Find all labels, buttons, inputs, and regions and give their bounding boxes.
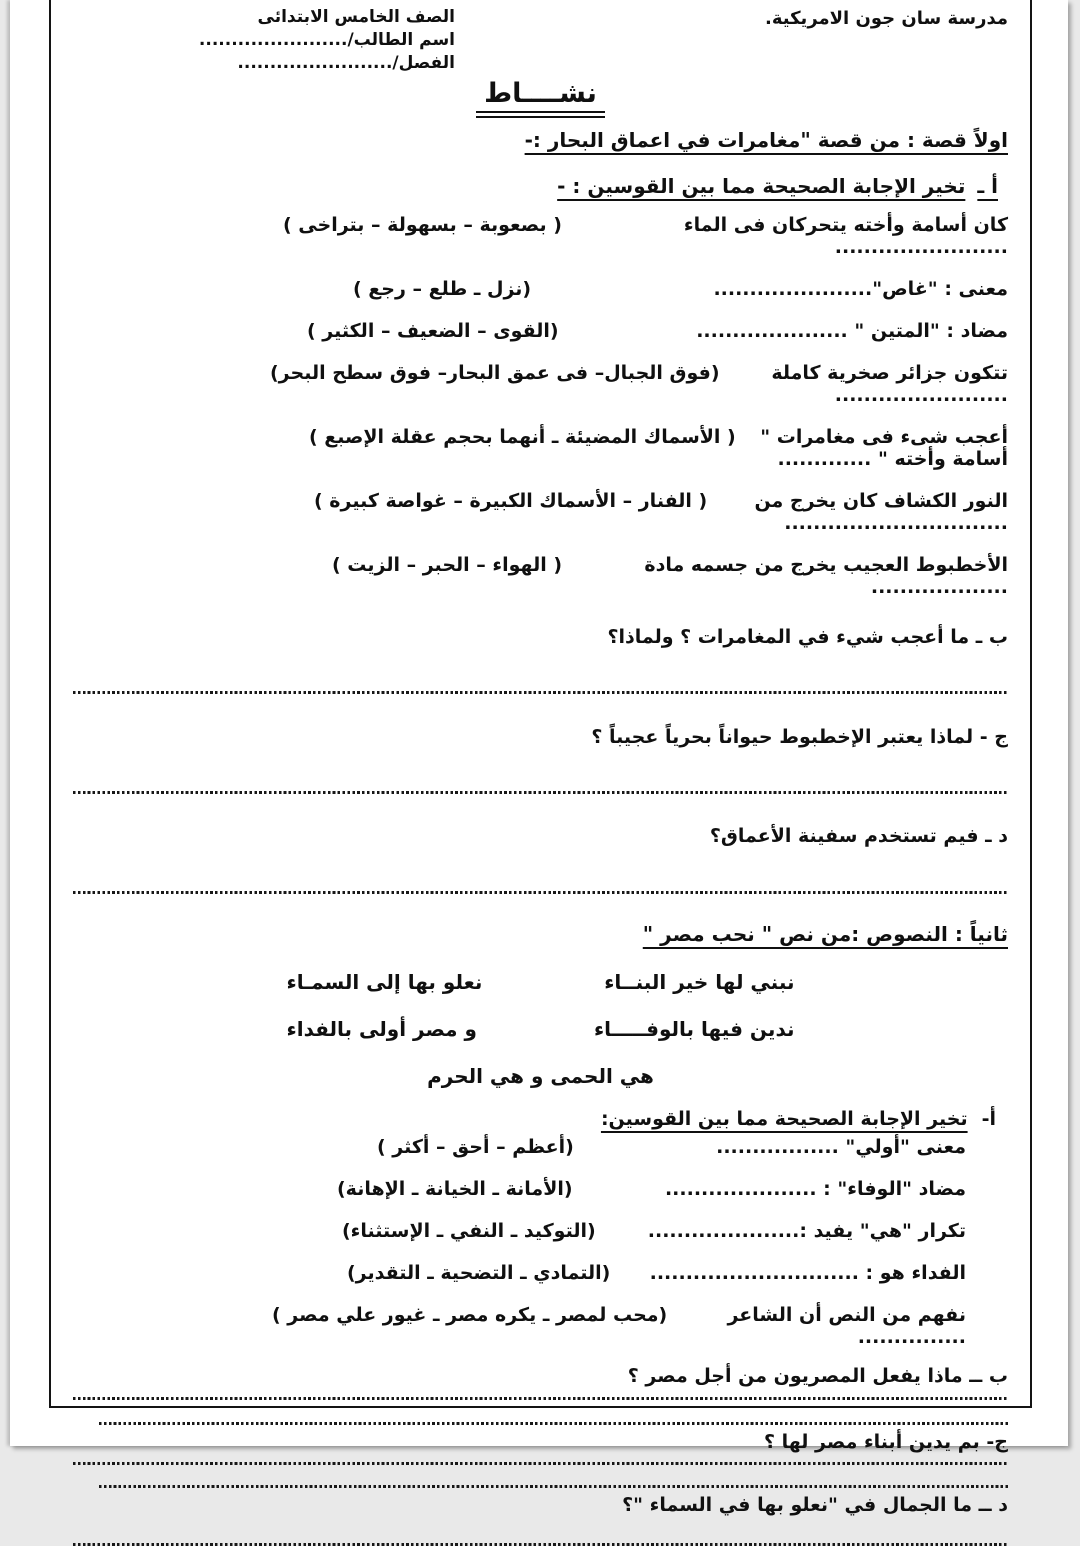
mcq-options: ( الفنار – الأسماك الكبيرة – غواصة كبيرة ) [314, 490, 708, 512]
mcq-row [73, 320, 1008, 342]
mcq-options: (محب لمصر ـ يكره مصر ـ غيور علي مصر ) [272, 1304, 668, 1326]
mcq-question: نفهم من النص أن الشاعر ............... [727, 1304, 966, 1348]
grade-label: الصف الخامس الابتدائى [257, 7, 455, 27]
mcq-row [73, 1304, 1008, 1348]
answer-dotted-line [73, 1462, 1008, 1465]
mcq-row [73, 278, 1008, 300]
mcq-question: معنى "أولي" ................. [716, 1136, 966, 1158]
mcq-row [73, 1262, 1008, 1284]
mcq-options: (القوى – الضعيف – الكثير ) [307, 320, 559, 342]
answer-dotted-line [73, 1397, 1008, 1400]
poem-line: هي الحمى و هي الحرم [427, 1064, 654, 1088]
choose-heading: تخير الإجابة الصحيحة مما بين القوسين: [600, 1108, 968, 1130]
page-header [73, 6, 1008, 76]
poem-hemistich-right: نبني لها خير البنــاء [604, 970, 795, 994]
essay-question: ب ــ ماذا يفعل المصريون من أجل مصر ؟ [627, 1365, 1008, 1387]
student-info-block [199, 6, 455, 75]
school-name: مدرسة سان جون الامريكية. [764, 8, 1008, 29]
mcq-options: (أعظم – أحق – أكثر ) [377, 1136, 574, 1158]
mcq-question: تتكون جزائر صخرية كاملة ........................ [771, 362, 1008, 406]
mcq-row [73, 490, 1008, 534]
mcq-options: ( الهواء – الحبر – الزيت ) [332, 554, 563, 576]
mcq-question: أعجب شىء فى مغامرات " أسامة وأخته " ............. [760, 426, 1008, 470]
mcq-options: (فوق الجبال– فى عمق البحار– فوق سطح البحر) [270, 362, 720, 384]
section1-heading: اولاً قصة : من قصة "مغامرات في اعماق البحار :- [524, 128, 1008, 152]
answer-dotted-line [73, 891, 1008, 894]
mcq-row [73, 1178, 1008, 1200]
answer-dotted-line [73, 691, 1008, 694]
mcq-row [73, 1220, 1008, 1242]
choose-label: أ ـ [977, 174, 998, 198]
page-border-frame [49, 0, 1032, 1516]
mcq-options: (الأمانة ـ الخيانة ـ الإهانة) [337, 1178, 573, 1200]
mcq-row [73, 1136, 1008, 1158]
poem-hemistich-right: ندين فيها بالوفـــــاء [593, 1017, 795, 1041]
class-field: الفصل/........................ [237, 53, 455, 73]
poem-hemistich-left: و مصر أولى بالفداء [286, 1017, 477, 1041]
mcq-row [73, 214, 1008, 258]
mcq-options: (التوكيد ـ النفي ـ الإستثناء) [342, 1220, 596, 1242]
essay-question: ج - لماذا يعتبر الإخطبوط حيواناً بحرياً عجيباً ؟ [591, 726, 1008, 748]
choose-label: أ- [981, 1108, 996, 1130]
answer-dotted-line [73, 791, 1008, 794]
worksheet-title: نشــــاط [476, 78, 605, 118]
mcq-options: ( الأسماك المضيئة ـ أنهما بحجم عقلة الإصبع ) [309, 426, 736, 448]
mcq-options: (نزل ـ طلع – رجع ) [353, 278, 532, 300]
poem-line [287, 970, 795, 994]
mcq-row [73, 426, 1008, 470]
answer-dotted-line [99, 1485, 1008, 1488]
mcq-question: الأخطبوط العجيب يخرج من جسمه مادة ................... [644, 554, 1008, 598]
essay-question: د ــ ما الجمال في "نعلو بها في السماء "؟ [622, 1494, 1008, 1516]
poem-hemistich-left: نعلو بها إلى السمـاء [286, 970, 483, 994]
answer-dotted-line [99, 1422, 1008, 1425]
student-name-field: اسم الطالب/....................... [198, 30, 455, 50]
mcq-question: مضاد : "المتين " ..................... [696, 320, 1008, 342]
mcq-question: مضاد "الوفاء" : ..................... [664, 1178, 966, 1200]
section1-choose-instruction [73, 174, 1008, 198]
section2-heading: ثانياً : النصوص :من نص " نحب مصر " [642, 922, 1008, 946]
choose-heading: تخير الإجابة الصحيحة مما بين القوسين : - [557, 174, 966, 198]
poem-block [287, 970, 795, 1088]
essay-question: ب ـ ما أعجب شيء في المغامرات ؟ ولماذا؟ [607, 626, 1008, 648]
mcq-options: (التمادي ـ التضحية ـ التقدير) [347, 1262, 611, 1284]
mcq-row [73, 554, 1008, 598]
mcq-question: النور الكشاف كان يخرج من ............................... [754, 490, 1008, 534]
poem-line [287, 1017, 795, 1041]
worksheet-page [10, 0, 1068, 1516]
section2-choose-instruction [73, 1108, 1008, 1130]
mcq-question: الفداء هو : ............................. [649, 1262, 966, 1284]
essay-question: د ـ فيم تستخدم سفينة الأعماق؟ [709, 825, 1008, 847]
essay-question: ج- بم يدين أبناء مصر لها ؟ [763, 1431, 1008, 1453]
mcq-row [73, 362, 1008, 406]
title-row [73, 78, 1008, 118]
mcq-options: ( بصعوبة – بسهولة – بتراخى ) [283, 214, 562, 236]
worksheet-content [51, 0, 1030, 1516]
mcq-question: كان أسامة وأخته يتحركان فى الماء ........................ [683, 214, 1008, 258]
mcq-question: معنى : "غاص"...................... [713, 278, 1008, 300]
mcq-question: تكرار "هي" يفيد :..................... [647, 1220, 966, 1242]
